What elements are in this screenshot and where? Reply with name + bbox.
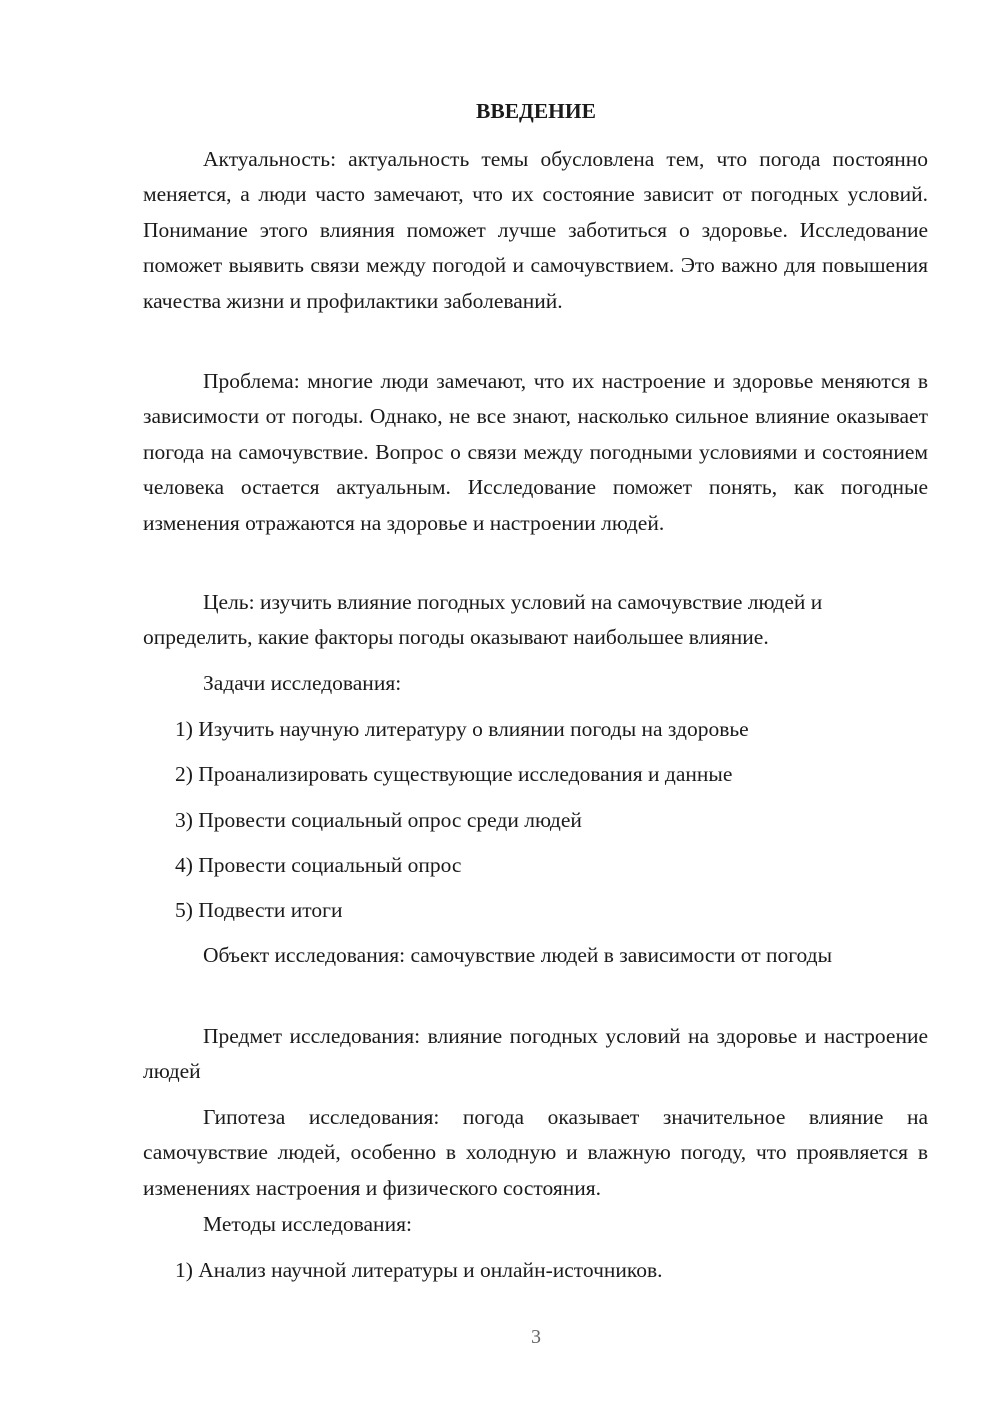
page-title: ВВЕДЕНИЕ bbox=[476, 99, 596, 123]
relevance-paragraph-block bbox=[143, 142, 928, 319]
task-list-item: 4) Провести социальный опрос bbox=[175, 853, 462, 877]
hypothesis-paragraph: Гипотеза исследования: погода оказывает значительное влияние на самочувствие людей, особенно в холодную и влажную погоду, что проявляется в изменениях настроения и физического состояния. bbox=[143, 1105, 928, 1200]
goal-paragraph: Цель: изучить влияние погодных условий на самочувствие людей и определить, какие факторы погоды оказывают наибольшее влияние. bbox=[143, 590, 823, 650]
hypothesis-paragraph-block bbox=[143, 1100, 928, 1206]
object-paragraph: Объект исследования: самочувствие людей в зависимости от погоды bbox=[203, 943, 833, 967]
subject-paragraph: Предмет исследования: влияние погодных условий на здоровье и настроение людей bbox=[143, 1024, 928, 1084]
problem-paragraph: Проблема: многие люди замечают, что их настроение и здоровье меняются в зависимости от погоды. Однако, не все знают, насколько сильное влияние оказывает погода на самочувствие. Вопрос о связи между погодными условиями и состоянием человека остается актуальным. Исследование поможет понять, как погодные изменения отражаются на здоровье и настроении людей. bbox=[143, 369, 928, 535]
task-list-item: 5) Подвести итоги bbox=[175, 898, 343, 922]
page-number: 3 bbox=[531, 1326, 541, 1348]
tasks-heading: Задачи исследования: bbox=[203, 671, 402, 695]
goal-paragraph-block bbox=[143, 585, 928, 656]
task-list-item: 3) Провести социальный опрос среди людей bbox=[175, 808, 582, 832]
tasks-heading-block bbox=[143, 666, 928, 701]
method-list-item: 1) Анализ научной литературы и онлайн-источников. bbox=[175, 1258, 663, 1282]
subject-paragraph-block bbox=[143, 1019, 928, 1090]
methods-heading-block bbox=[143, 1207, 928, 1242]
task-list-item: 2) Проанализировать существующие исследования и данные bbox=[175, 762, 733, 786]
task-list-item: 1) Изучить научную литературу о влиянии погоды на здоровье bbox=[175, 717, 749, 741]
object-paragraph-block bbox=[143, 938, 928, 973]
methods-heading: Методы исследования: bbox=[203, 1212, 412, 1236]
relevance-paragraph: Актуальность: актуальность темы обусловлена тем, что погода постоянно меняется, а люди часто замечают, что их состояние зависит от погодных условий. Понимание этого влияния поможет лучше заботиться о здоровье. Исследование поможет выявить связи между погодой и самочувствием. Это важно для повышения качества жизни и профилактики заболеваний. bbox=[143, 147, 928, 313]
problem-paragraph-block bbox=[143, 364, 928, 541]
